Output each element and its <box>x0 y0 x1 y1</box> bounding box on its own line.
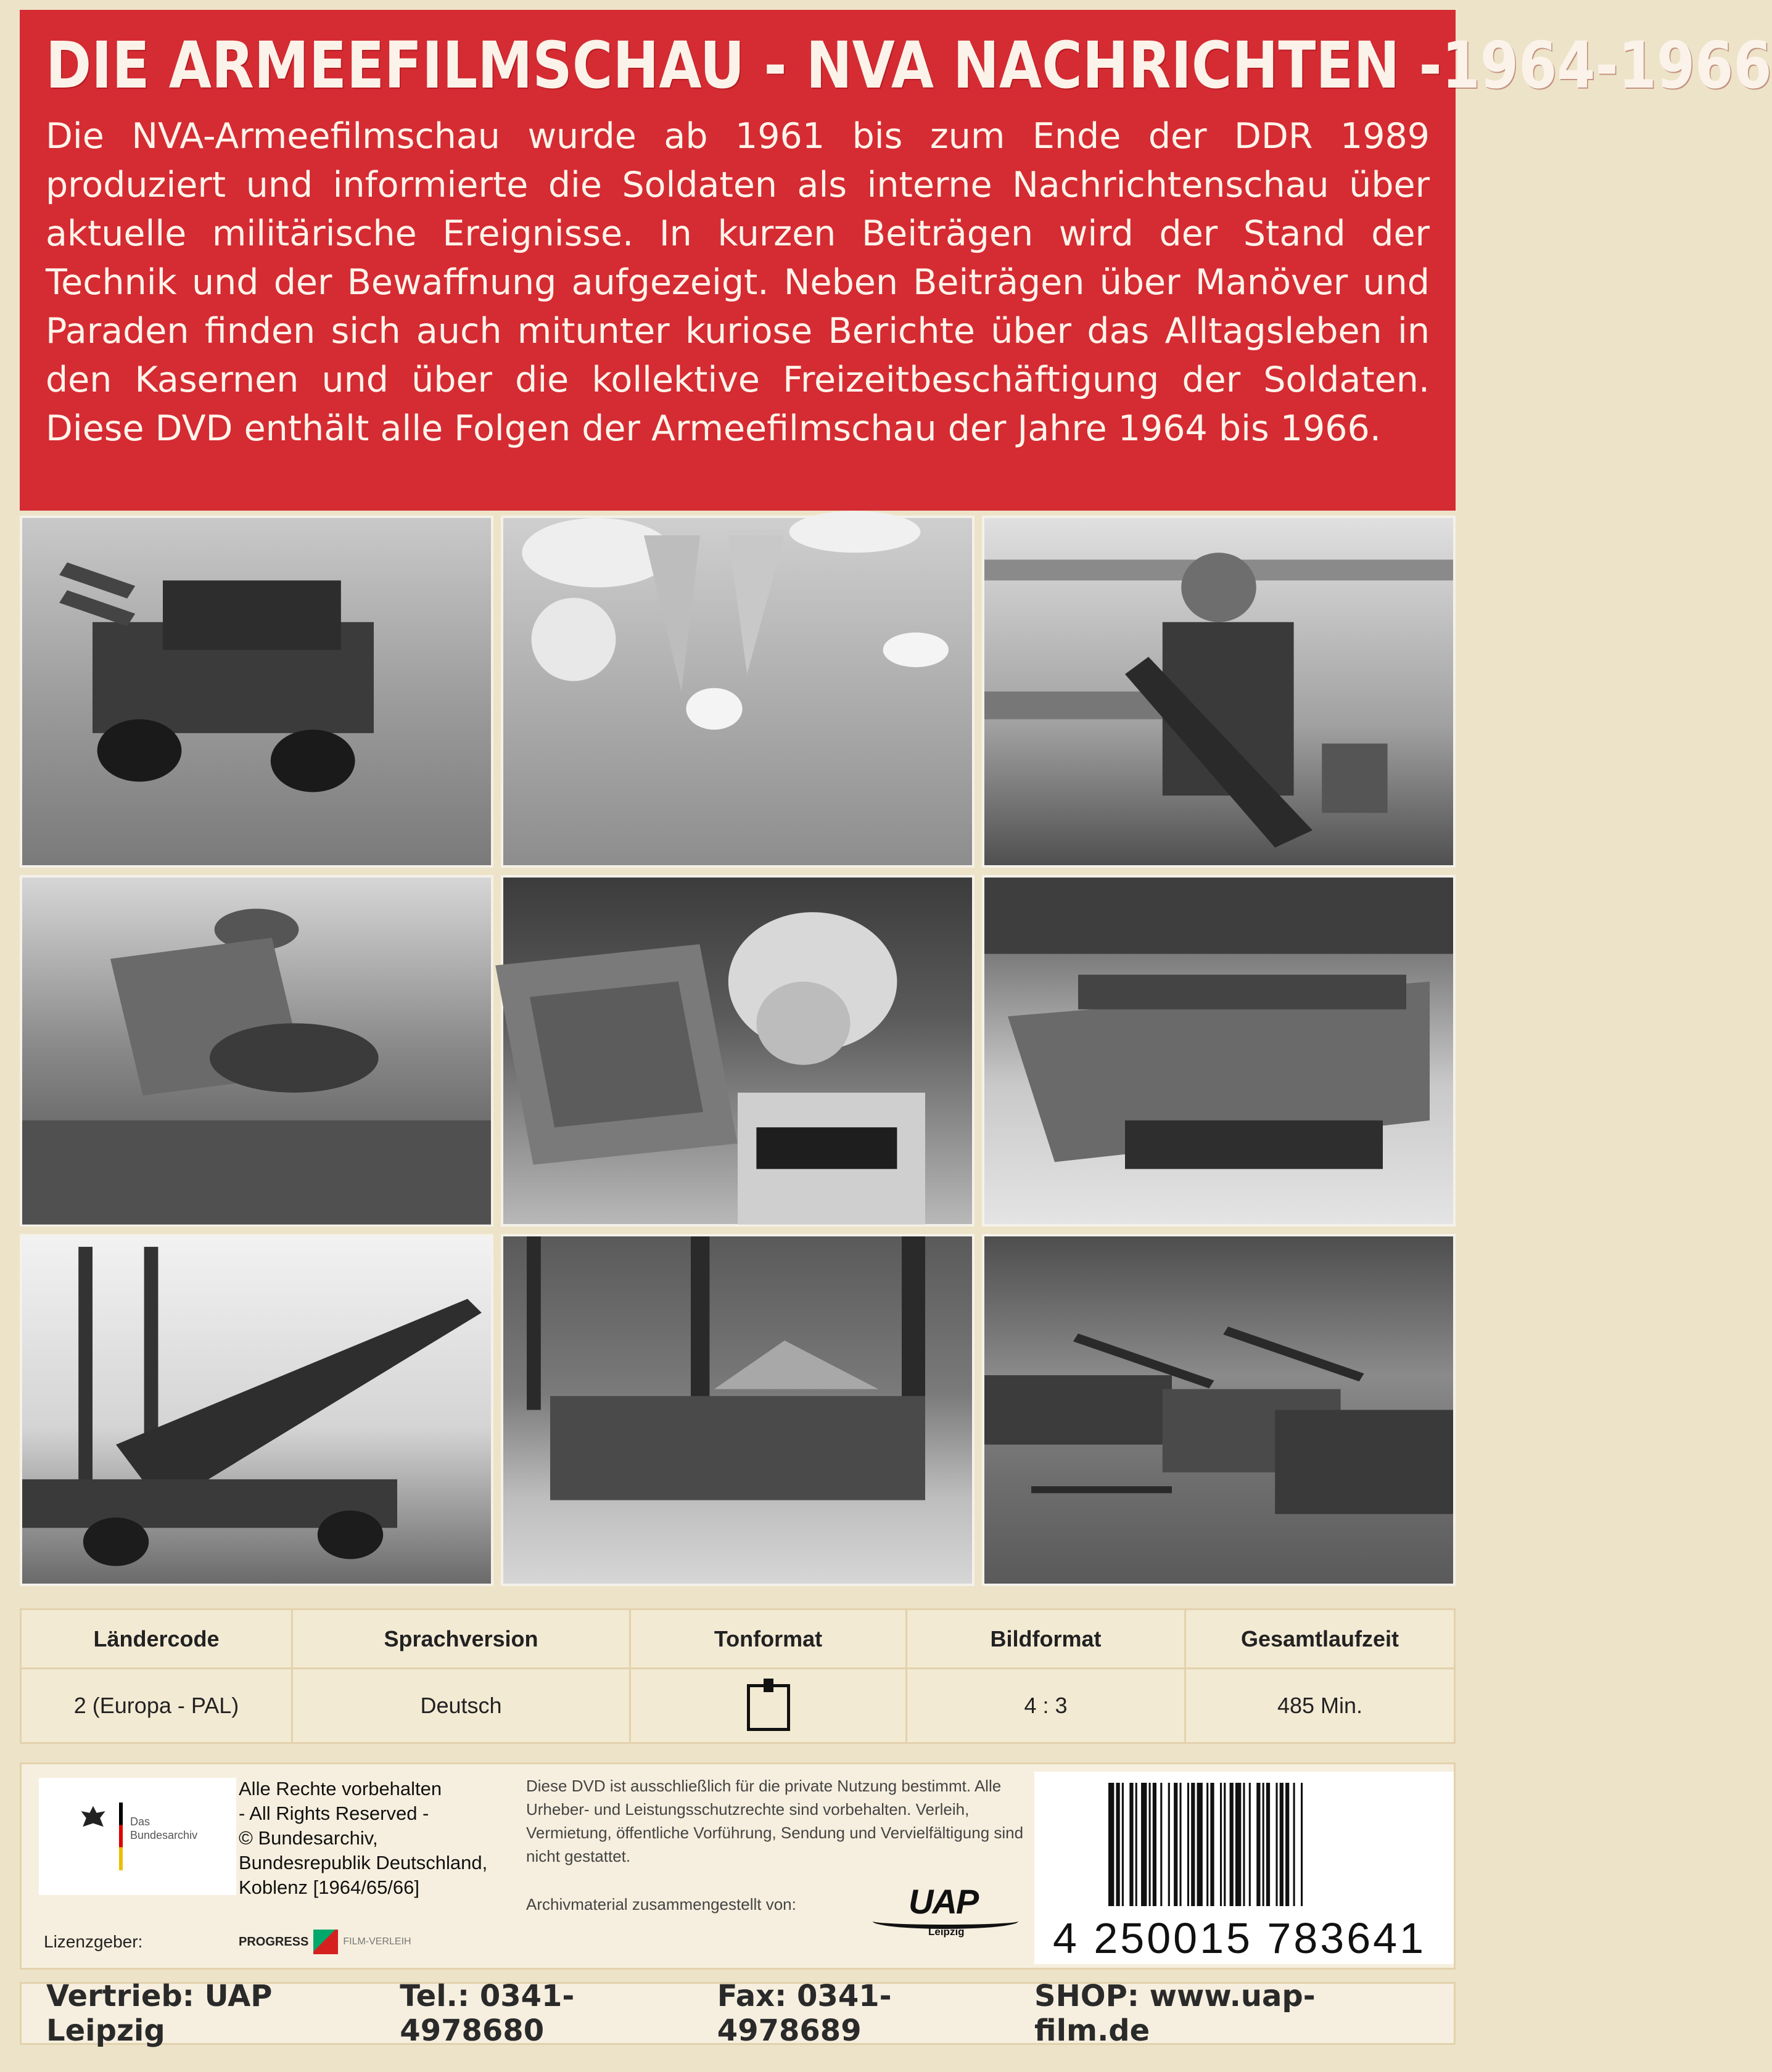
spec-value-laendercode: 2 (Europa - PAL) <box>22 1669 293 1742</box>
barcode-bar <box>1249 1783 1251 1906</box>
barcode-bar <box>1135 1783 1137 1906</box>
barcode-bar <box>1235 1783 1241 1906</box>
spec-header-laendercode: Ländercode <box>22 1610 293 1669</box>
shop-link[interactable]: SHOP: www.uap-film.de <box>1034 1979 1316 2048</box>
photo-grid <box>20 516 1456 1586</box>
rights-line-5: Koblenz [1964/65/66] <box>239 1877 420 1898</box>
uap-logo-word: UAP <box>909 1882 978 1921</box>
bundesarchiv-logo <box>39 1778 236 1895</box>
barcode-bar <box>1263 1783 1264 1906</box>
spec-value-sprachversion: Deutsch <box>293 1669 631 1742</box>
spec-header-sprachversion: Sprachversion <box>293 1610 631 1669</box>
photo-soldier-grass <box>20 875 493 1227</box>
mono-sound-icon <box>747 1684 790 1731</box>
red-header-panel <box>20 10 1772 511</box>
barcode-bar <box>1141 1783 1147 1906</box>
spec-header-gesamtlaufzeit: Gesamtlaufzeit <box>1186 1610 1454 1669</box>
ean-number: 4 250015 783641 <box>1053 1914 1426 1962</box>
spec-value-tonformat <box>631 1669 907 1742</box>
barcode-bars <box>1108 1783 1435 1912</box>
telephone: Tel.: 0341-4978680 <box>400 1979 575 2048</box>
progress-sub: FILM-VERLEIH <box>343 1936 411 1947</box>
barcode <box>1034 1772 1454 1964</box>
photo-parachutes <box>501 516 975 868</box>
rights-block <box>239 1777 487 1900</box>
photo-rocket-jeep <box>20 516 493 868</box>
spec-header-tonformat: Tonformat <box>631 1610 907 1669</box>
eagle-icon <box>76 1803 110 1837</box>
barcode-bar <box>1280 1783 1284 1906</box>
photo-amphibious-vehicle <box>982 875 1456 1227</box>
rights-line-3: © Bundesarchiv, <box>239 1827 378 1849</box>
spec-value-gesamtlaufzeit: 485 Min. <box>1277 1693 1363 1718</box>
rights-line-4: Bundesrepublik Deutschland, <box>239 1852 488 1873</box>
barcode-bar <box>1153 1783 1156 1906</box>
barcode-bar <box>1293 1783 1295 1906</box>
barcode-bar <box>1266 1783 1270 1906</box>
barcode-bar <box>1220 1783 1222 1906</box>
progress-name: PROGRESS <box>239 1934 309 1949</box>
vertrieb: Vertrieb: UAP Leipzig <box>46 1979 273 2048</box>
barcode-bar <box>1230 1783 1234 1906</box>
barcode-bar <box>1174 1783 1177 1906</box>
barcode-bar <box>1108 1783 1114 1906</box>
german-flag-bar <box>119 1803 123 1870</box>
dvd-title: DIE ARMEEFILMSCHAU - NVA NACHRICHTEN -1964-1966 <box>46 28 1772 103</box>
usage-notice: Diese DVD ist ausschließlich für die private Nutzung bestimmt. Alle Urheber- und Leistungsschutzrechte sind vorbehalten. Verleih, Vermietung, öffentliche Vorführung, Sendung und Vervielfältigung sind nicht gestattet. <box>526 1777 1024 1865</box>
barcode-bar <box>1224 1783 1226 1906</box>
barcode-bar <box>1160 1783 1162 1906</box>
archiv-label: Archivmaterial zusammengestellt von: <box>526 1895 796 1914</box>
barcode-bar <box>1179 1783 1181 1906</box>
contact-bar <box>20 1979 1456 2048</box>
barcode-bar <box>1149 1783 1151 1906</box>
barcode-bar <box>1191 1783 1195 1906</box>
barcode-bar <box>1168 1783 1170 1906</box>
rights-line-1: Alle Rechte vorbehalten <box>239 1778 442 1799</box>
rights-line-2: - All Rights Reserved - <box>239 1803 429 1824</box>
photo-tanks <box>982 1234 1456 1586</box>
barcode-bar <box>1197 1783 1203 1906</box>
photo-soldier-equipment <box>982 516 1456 868</box>
specs-table <box>20 1608 1456 1744</box>
barcode-bar <box>1210 1783 1214 1906</box>
barcode-bar <box>1301 1783 1303 1906</box>
progress-mark-icon <box>313 1930 338 1954</box>
barcode-bar <box>1243 1783 1245 1906</box>
lizenzgeber-label: Lizenzgeber: <box>44 1932 143 1951</box>
logo-text-bundesarchiv: Bundesarchiv <box>130 1829 198 1841</box>
progress-logo <box>239 1930 411 1954</box>
barcode-bar <box>1116 1783 1119 1906</box>
photo-soldiers-forest <box>501 1234 975 1586</box>
barcode-bar <box>1275 1783 1277 1906</box>
barcode-bar <box>1129 1783 1133 1906</box>
spec-header-bildformat: Bildformat <box>907 1610 1186 1669</box>
barcode-bar <box>1206 1783 1208 1906</box>
spec-value-bildformat: 4 : 3 <box>907 1669 1186 1742</box>
barcode-bar <box>1285 1783 1289 1906</box>
barcode-bar <box>1122 1783 1124 1906</box>
logo-text-das: Das <box>130 1815 150 1828</box>
fax: Fax: 0341-4978689 <box>717 1979 892 2048</box>
barcode-bar <box>1187 1783 1189 1906</box>
uap-logo-sub: Leipzig <box>928 1926 965 1938</box>
dvd-description: Die NVA-Armeefilmschau wurde ab 1961 bis zum Ende der DDR 1989 produziert und informierte die Soldaten als interne Nachrichtenschau über aktuelle militärische Ereignisse. In kurzen Beiträgen wird der Stand der Technik und der Bewaffnung aufgezeigt. Neben Beiträgen über Manöver und Paraden finden sich auch mitunter kuriose Berichte über das Alltagsleben in den Kasernen und über die kollektive Freizeitbeschäftigung der Soldaten. Diese DVD enthält alle Folgen der Armeefilmschau der Jahre 1964 bis 1966. <box>46 116 1430 449</box>
photo-missile-launcher <box>20 1234 493 1586</box>
legal-footer <box>20 1762 1456 1970</box>
uap-logo <box>873 1881 1018 1937</box>
barcode-bar <box>1256 1783 1260 1906</box>
photo-woman-radio <box>501 875 975 1227</box>
